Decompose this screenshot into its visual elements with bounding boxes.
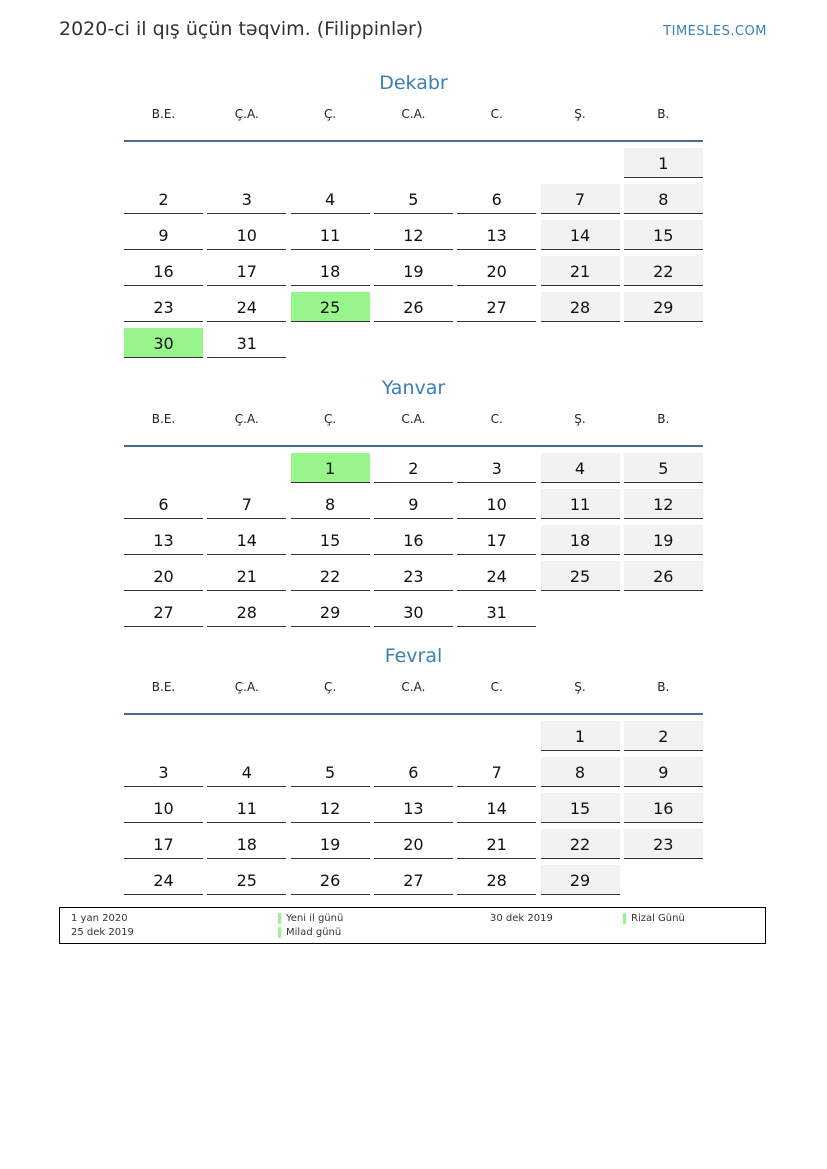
day-cell: 14 (457, 793, 536, 823)
legend-date: 1 yan 2020 (71, 913, 128, 924)
month-title: Dekabr (379, 72, 448, 94)
day-cell: 14 (541, 220, 620, 250)
legend-date: 30 dek 2019 (490, 913, 553, 924)
day-cell: 23 (124, 292, 203, 322)
weekday-header (124, 104, 703, 142)
day-cell: 2 (624, 721, 703, 751)
day-cell: 6 (124, 489, 203, 519)
day-cell: 12 (624, 489, 703, 519)
day-cell: 20 (124, 561, 203, 591)
day-cell: 29 (624, 292, 703, 322)
weekday-label: C. (490, 412, 503, 426)
day-cell: 8 (624, 184, 703, 214)
day-cell: 31 (457, 597, 536, 627)
day-cell: 12 (374, 220, 453, 250)
weekday-label: Ç.A. (234, 107, 259, 121)
day-cell: 26 (291, 865, 370, 895)
weekday-label: Ç. (323, 680, 337, 694)
weekday-label: Ç.A. (234, 680, 259, 694)
weekday-label: B. (657, 107, 670, 121)
day-cell-holiday: 1 (291, 453, 370, 483)
day-cell: 4 (541, 453, 620, 483)
day-cell: 1 (624, 148, 703, 178)
weekday-label: C. (490, 107, 503, 121)
day-cell: 24 (124, 865, 203, 895)
day-cell: 18 (291, 256, 370, 286)
day-cell: 17 (207, 256, 286, 286)
day-cell: 24 (207, 292, 286, 322)
day-cell: 28 (207, 597, 286, 627)
legend-date: 25 dek 2019 (71, 927, 134, 938)
day-cell: 10 (207, 220, 286, 250)
day-cell: 28 (457, 865, 536, 895)
day-cell: 26 (624, 561, 703, 591)
day-cell: 3 (457, 453, 536, 483)
day-cell: 16 (124, 256, 203, 286)
legend-holiday-name: Milad günü (286, 927, 342, 938)
day-cell: 25 (207, 865, 286, 895)
day-cell: 5 (374, 184, 453, 214)
day-cell-holiday: 25 (291, 292, 370, 322)
day-cell: 10 (124, 793, 203, 823)
day-cell: 18 (541, 525, 620, 555)
day-cell: 15 (624, 220, 703, 250)
weekday-label: Ş. (574, 107, 586, 121)
page-title: 2020-ci il qış üçün təqvim. (Filippinlər) (59, 18, 424, 40)
legend-holiday-marker (278, 913, 281, 924)
day-cell: 16 (374, 525, 453, 555)
day-cell: 15 (291, 525, 370, 555)
day-cell: 11 (541, 489, 620, 519)
day-cell: 21 (457, 829, 536, 859)
day-cell: 6 (457, 184, 536, 214)
day-cell: 2 (374, 453, 453, 483)
day-cell: 14 (207, 525, 286, 555)
day-cell: 20 (374, 829, 453, 859)
day-cell: 9 (124, 220, 203, 250)
day-cell: 7 (541, 184, 620, 214)
weekday-label: Ç. (323, 412, 337, 426)
brand-link[interactable]: TIMESLES.COM (663, 24, 767, 39)
day-cell: 22 (291, 561, 370, 591)
day-cell: 23 (374, 561, 453, 591)
weekday-label: Ş. (574, 412, 586, 426)
day-cell: 8 (291, 489, 370, 519)
weekday-label: C.A. (401, 412, 426, 426)
day-cell: 22 (541, 829, 620, 859)
day-cell: 30 (374, 597, 453, 627)
weekday-label: B.E. (151, 412, 176, 426)
day-cell: 10 (457, 489, 536, 519)
weekday-label: C. (490, 680, 503, 694)
weekday-label: B. (657, 412, 670, 426)
day-cell: 13 (124, 525, 203, 555)
legend-holiday-name: Rizal Günü (631, 913, 685, 924)
day-cell: 23 (624, 829, 703, 859)
day-cell: 21 (207, 561, 286, 591)
day-cell: 19 (374, 256, 453, 286)
day-cell: 7 (457, 757, 536, 787)
day-cell: 3 (124, 757, 203, 787)
day-cell: 25 (541, 561, 620, 591)
day-cell: 11 (207, 793, 286, 823)
day-cell: 19 (291, 829, 370, 859)
weekday-label: B.E. (151, 680, 176, 694)
weekday-label: Ş. (574, 680, 586, 694)
day-cell: 13 (374, 793, 453, 823)
day-cell: 22 (624, 256, 703, 286)
day-cell: 16 (624, 793, 703, 823)
day-cell: 5 (624, 453, 703, 483)
day-cell: 5 (291, 757, 370, 787)
weekday-header (124, 677, 703, 715)
day-cell: 9 (374, 489, 453, 519)
day-cell: 2 (124, 184, 203, 214)
weekday-label: B.E. (151, 107, 176, 121)
day-cell: 28 (541, 292, 620, 322)
day-cell: 29 (541, 865, 620, 895)
month-february (124, 643, 703, 890)
holiday-legend (59, 907, 766, 944)
day-cell: 15 (541, 793, 620, 823)
legend-holiday-marker (278, 927, 281, 938)
day-cell: 18 (207, 829, 286, 859)
day-cell: 27 (457, 292, 536, 322)
day-cell: 12 (291, 793, 370, 823)
day-cell: 4 (291, 184, 370, 214)
legend-holiday-name: Yeni il günü (286, 913, 344, 924)
month-december (124, 70, 703, 353)
day-cell: 19 (624, 525, 703, 555)
day-cell: 8 (541, 757, 620, 787)
month-title: Fevral (384, 645, 443, 667)
day-cell: 24 (457, 561, 536, 591)
day-cell: 27 (374, 865, 453, 895)
month-title: Yanvar (381, 377, 446, 399)
day-cell: 26 (374, 292, 453, 322)
weekday-label: Ç. (323, 107, 337, 121)
day-cell-holiday: 30 (124, 328, 203, 358)
day-cell: 27 (124, 597, 203, 627)
day-cell: 6 (374, 757, 453, 787)
day-cell: 7 (207, 489, 286, 519)
weekday-label: C.A. (401, 107, 426, 121)
legend-holiday-marker (623, 913, 626, 924)
day-cell: 20 (457, 256, 536, 286)
day-cell: 17 (124, 829, 203, 859)
day-cell: 21 (541, 256, 620, 286)
day-cell: 13 (457, 220, 536, 250)
day-cell: 17 (457, 525, 536, 555)
day-cell: 3 (207, 184, 286, 214)
weekday-label: B. (657, 680, 670, 694)
day-cell: 31 (207, 328, 286, 358)
day-cell: 29 (291, 597, 370, 627)
day-cell: 4 (207, 757, 286, 787)
day-cell: 11 (291, 220, 370, 250)
day-cell: 1 (541, 721, 620, 751)
day-cell: 9 (624, 757, 703, 787)
weekday-label: C.A. (401, 680, 426, 694)
month-january (124, 375, 703, 622)
weekday-label: Ç.A. (234, 412, 259, 426)
weekday-header (124, 409, 703, 447)
